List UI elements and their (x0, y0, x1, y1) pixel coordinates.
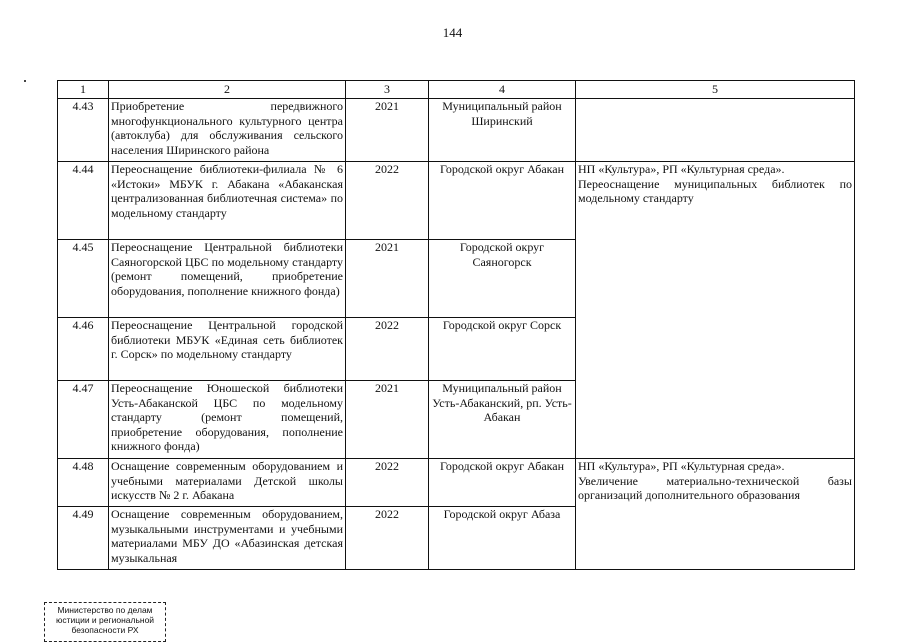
row-territory: Городской округ Саяногорск (429, 240, 576, 318)
row-year: 2022 (346, 162, 429, 240)
header-col-4: 4 (429, 81, 576, 99)
header-col-5: 5 (576, 81, 855, 99)
row-year: 2022 (346, 318, 429, 381)
project-title: НП «Культура», РП «Культурная среда». (578, 459, 785, 473)
row-description: Переоснащение Центральной городской библиотеки МБУК «Единая сеть библиотек г. Сорск» по модельному стандарту (109, 318, 346, 381)
row-number: 4.46 (58, 318, 109, 381)
table-row (58, 162, 855, 240)
row-description: Оснащение современным оборудованием, музыкальными инструментами и учебными материалами МБУ ДО «Абазинская детская музыкальная (109, 507, 346, 570)
table-row (58, 459, 855, 507)
row-territory: Городской округ Абаза (429, 507, 576, 570)
project-description: Увеличение материально-технической базы организаций дополнительного образования (578, 473, 852, 502)
row-year: 2021 (346, 99, 429, 162)
row-number: 4.45 (58, 240, 109, 318)
stamp-line: Министерство по делам (57, 605, 153, 615)
header-row (58, 81, 855, 99)
row-territory: Муниципальный район Ширинский (429, 99, 576, 162)
row-year: 2022 (346, 459, 429, 507)
margin-mark (24, 80, 26, 82)
row-number: 4.44 (58, 162, 109, 240)
row-description: Переоснащение библиотеки-филиала № 6 «Истоки» МБУК г. Абакана «Абаканская централизованная библиотечная система» по модельному стандарту (109, 162, 346, 240)
row-project-libraries (576, 162, 855, 459)
row-territory: Муниципальный район Усть-Абаканский, рп. Усть-Абакан (429, 381, 576, 459)
row-description: Переоснащение Центральной библиотеки Саяногорской ЦБС по модельному стандарту (ремонт помещений, приобретение оборудования, пополнение книжного фонда) (109, 240, 346, 318)
project-description: Переоснащение муниципальных библиотек по модельному стандарту (578, 176, 852, 205)
program-table (57, 80, 855, 570)
row-description: Переоснащение Юношеской библиотеки Усть-Абаканской ЦБС по модельному стандарту (ремонт помещений, приобретение оборудования, пополнение книжного фонда) (109, 381, 346, 459)
row-year: 2022 (346, 507, 429, 570)
header-col-2: 2 (109, 81, 346, 99)
row-description: Приобретение передвижного многофункционального культурного центра (автоклуба) для обслуживания сельского населения Ширинского района (109, 99, 346, 162)
row-number: 4.43 (58, 99, 109, 162)
stamp-line: безопасности РХ (71, 625, 139, 635)
table-row (58, 99, 855, 162)
row-number: 4.48 (58, 459, 109, 507)
row-territory: Городской округ Абакан (429, 162, 576, 240)
row-territory: Городской округ Абакан (429, 459, 576, 507)
project-title: НП «Культура», РП «Культурная среда». (578, 162, 785, 176)
page-number: 144 (442, 25, 463, 40)
ministry-stamp (44, 602, 166, 642)
stamp-line: юстиции и региональной (55, 615, 155, 625)
row-description: Оснащение современным оборудованием и учебными материалами Детской школы искусств № 2 г. Абакана (109, 459, 346, 507)
row-project-education (576, 459, 855, 570)
row-territory: Городской округ Сорск (429, 318, 576, 381)
header-col-3: 3 (346, 81, 429, 99)
header-col-1: 1 (58, 81, 109, 99)
row-number: 4.47 (58, 381, 109, 459)
row-year: 2021 (346, 381, 429, 459)
row-year: 2021 (346, 240, 429, 318)
row-project-empty (576, 99, 855, 162)
row-number: 4.49 (58, 507, 109, 570)
